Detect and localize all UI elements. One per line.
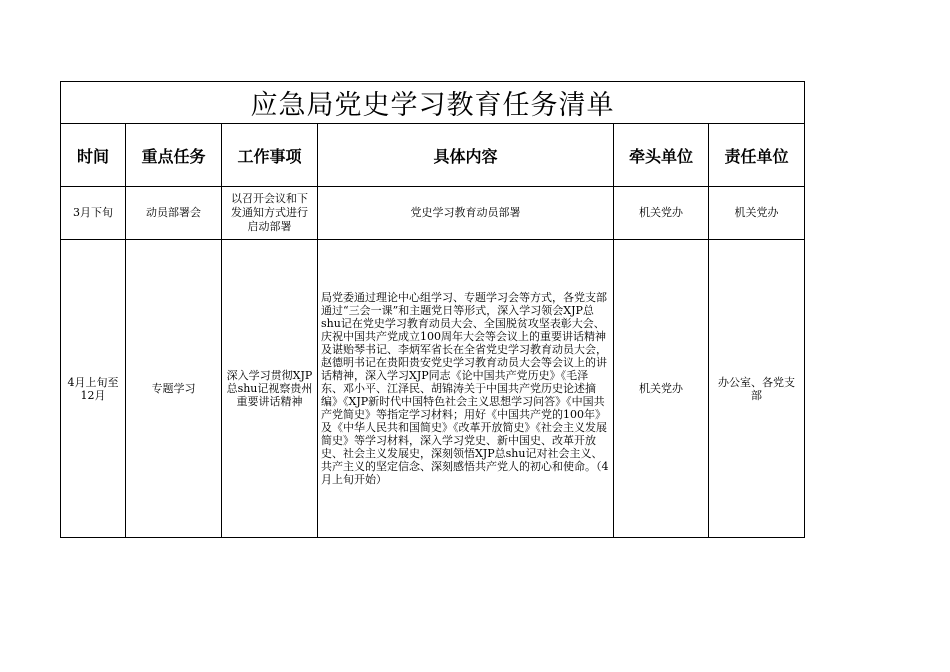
cell-lead: 机关党办: [614, 240, 709, 538]
cell-item: 以召开会议和下发通知方式进行启动部署: [222, 187, 318, 240]
sheet-title: 应急局党史学习教育任务清单: [61, 82, 805, 124]
header-work-item: 工作事项: [222, 124, 318, 187]
cell-content: 局党委通过理论中心组学习、专题学习会等方式，各党支部通过“三会一课”和主题党日等形式，深入学习领会XJP总shu记在党史学习教育动员大会、全国脱贫攻坚表彰大会、庆祝中国共产党成立100周年大会等会议上的重要讲话精神及谌贻琴书记、李炳军省长在全省党史学习教育动员大会，赵德明书记在贵阳贵安党史学习教育动员大会等会议上的讲话精神，深入学习XJP同志《论中国共产党历史》《毛泽东、邓小平、江泽民、胡锦涛关于中国共产党历史论述摘编》《XJP新时代中国特色社会主义思想学习问答》《中国共产党简史》等指定学习材料；用好《中国共产党的100年》及《中华人民共和国简史》《改革开放简史》《社会主义发展简史》等学习材料，深入学习党史、新中国史、改革开放史、社会主义发展史，深刻领悟XJP总shu记对社会主义、共产主义的坚定信念、深刻感悟共产党人的初心和使命。（4月上旬开始）: [318, 240, 614, 538]
cell-task: 动员部署会: [126, 187, 222, 240]
cell-task: 专题学习: [126, 240, 222, 538]
cell-responsible: 办公室、各党支部: [709, 240, 805, 538]
header-key-task: 重点任务: [126, 124, 222, 187]
cell-time: 4月上旬至12月: [61, 240, 126, 538]
header-responsible-unit: 责任单位: [709, 124, 805, 187]
cell-content: 党史学习教育动员部署: [318, 187, 614, 240]
cell-lead: 机关党办: [614, 187, 709, 240]
header-lead-unit: 牵头单位: [614, 124, 709, 187]
cell-responsible: 机关党办: [709, 187, 805, 240]
title-row: [61, 82, 805, 124]
header-time: 时间: [61, 124, 126, 187]
cell-time: 3月下旬: [61, 187, 126, 240]
table-row: [61, 187, 805, 240]
header-content: 具体内容: [318, 124, 614, 187]
table-row: [61, 240, 805, 538]
task-list-table: [60, 81, 805, 538]
header-row: [61, 124, 805, 187]
cell-item: 深入学习贯彻XJP总shu记视察贵州重要讲话精神: [222, 240, 318, 538]
